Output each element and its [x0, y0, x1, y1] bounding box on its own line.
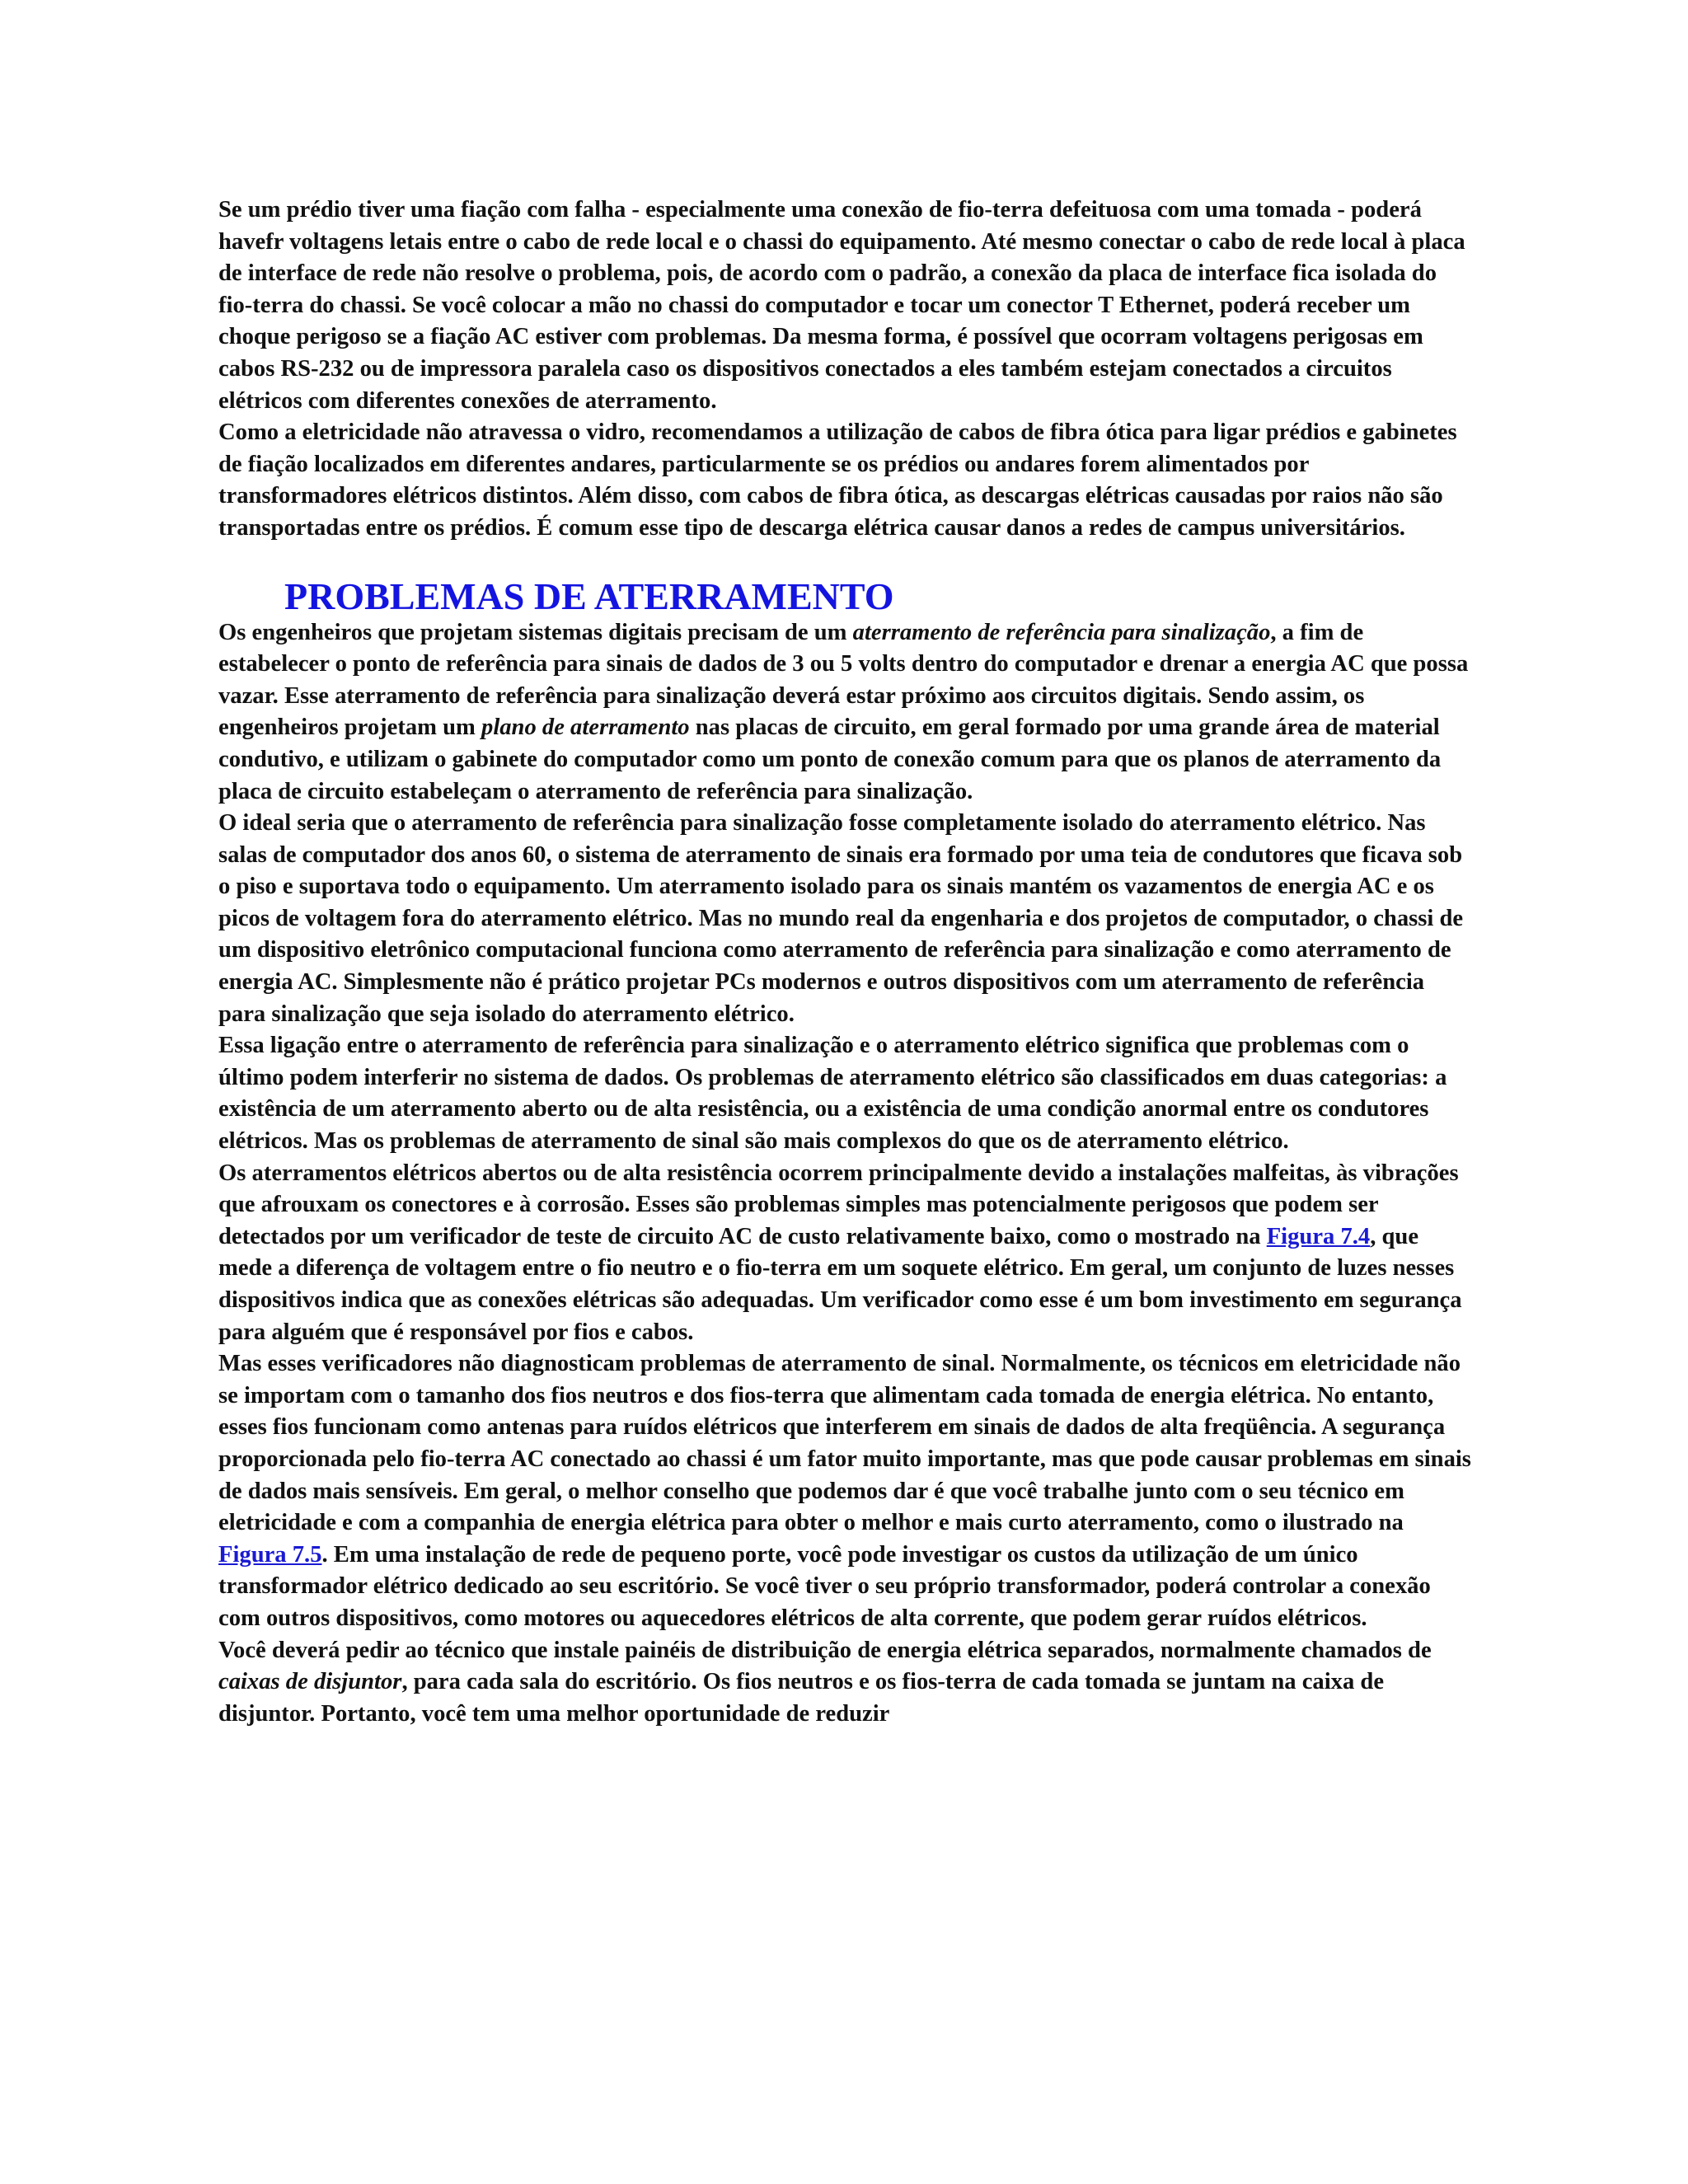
paragraph-ground-problems: Essa ligação entre o aterramento de referência para sinalização e o aterramento elétrico significa que problemas com o último podem interferir no sistema de dados. Os problemas de aterramento elétrico são classificados em duas categorias: a existência de um aterramento aberto ou de alta resistência, ou a existência de uma condição anormal entre os condutores elétricos. Mas os problemas de aterramento de sinal são mais complexos do que os de aterramento elétrico.	[218, 1033, 1447, 1155]
text-run: , para cada sala do escritório. Os fios neutros e os fios-terra de cada tomada se juntam na caixa de disjuntor. Portanto, você tem uma melhor oportunidade de reduzir	[218, 1669, 1385, 1727]
paragraph-signal-ground-diagnosis	[218, 1348, 1471, 1634]
paragraph-building-wiring: Se um prédio tiver uma fiação com falha - especialmente uma conexão de fio-terra defeituosa com uma tomada - poderá havefr voltagens letais entre o cabo de rede local e o chassi do equipamento. Até mesmo conectar o cabo de rede local à placa de interface de rede não resolve o problema, pois, de acordo com o padrão, a conexão da placa de interface fica isolada do fio-terra do chassi. Se você colocar a mão no chassi do computador e tocar um conector T Ethernet, poderá receber um choque perigoso se a fiação AC estiver com problemas. Da mesma forma, é possível que ocorram voltagens perigosas em cabos RS-232 ou de impressora paralela caso os dispositivos conectados a eles também estejam conectados a circuitos elétricos com diferentes conexões de aterramento.	[218, 197, 1465, 414]
figure-7-4-link[interactable]: Figura 7.4	[1266, 1223, 1371, 1249]
paragraph-isolated-ground: O ideal seria que o aterramento de referência para sinalização fosse completamente isolado do aterramento elétrico. Nas salas de computador dos anos 60, o sistema de aterramento de sinais era formado por uma teia de condutores que ficava sob o piso e suportava todo o equipamento. Um aterramento isolado para os sinais mantém os vazamentos de energia AC e os picos de voltagem fora do aterramento elétrico. Mas no mundo real da engenharia e dos projetos de computador, o chassi de um dispositivo eletrônico computacional funciona como aterramento de referência para sinalização e como aterramento de energia AC. Simplesmente não é prático projetar PCs modernos e outros dispositivos com um aterramento de referência para sinalização que seja isolado do aterramento elétrico.	[218, 810, 1464, 1027]
emphasis-term: aterramento de referência para sinalização	[852, 619, 1271, 645]
text-run: Mas esses verificadores não diagnosticam problemas de aterramento de sinal. Normalmente, os técnicos em eletricidade não se importam com o tamanho dos fios neutros e dos fios-terra que alimentam cada tomada de energia elétrica. No entanto, esses fios funcionam como antenas para ruídos elétricos que interferem em sinais de dados de alta freqüência. A segurança proporcionada pelo fio-terra AC conectado ao chassi é um fator muito importante, mas que pode causar problemas em sinais de dados mais sensíveis. Em geral, o melhor conselho que podemos dar é que você trabalhe junto com o seu técnico em eletricidade e com a companhia de energia elétrica para obter o melhor e mais curto aterramento, como o ilustrado na	[218, 1351, 1471, 1536]
section-heading: PROBLEMAS DE ATERRAMENTO	[284, 574, 894, 617]
emphasis-term: caixas de disjuntor	[218, 1669, 402, 1695]
paragraph-open-grounds	[218, 1158, 1471, 1349]
text-run: Os engenheiros que projetam sistemas digitais precisam de um	[218, 619, 853, 645]
document-body	[218, 194, 1471, 1730]
text-run: Você deverá pedir ao técnico que instale painéis de distribuição de energia elétrica separados, normalmente chamados de	[218, 1637, 1432, 1663]
paragraph-fiber-optic: Como a eletricidade não atravessa o vidro, recomendamos a utilização de cabos de fibra ótica para ligar prédios e gabinetes de fiação localizados em diferentes andares, particularmente se os prédios ou andares forem alimentados por transformadores elétricos distintos. Além disso, com cabos de fibra ótica, as descargas elétricas causadas por raios não são transportadas entre os prédios. É comum esse tipo de descarga elétrica causar danos a redes de campus universitários.	[218, 419, 1457, 541]
text-run: nas placas de circuito, em geral formado por uma grande área de material condutivo, e utilizam o gabinete do computador como um ponto de conexão comum para que os planos de aterramento da placa de circuito estabeleçam o aterramento de referência para sinalização.	[218, 715, 1442, 804]
section-spacer	[218, 545, 1471, 576]
text-run: Os aterramentos elétricos abertos ou de alta resistência ocorrem principalmente devido a instalações malfeitas, às vibrações que afrouxam os conectores e à corrosão. Esses são problemas simples mas potencialmente perigosos que podem ser detectados por um verificador de teste de circuito AC de custo relativamente baixo, como o mostrado na	[218, 1160, 1459, 1249]
text-run: . Em uma instalação de rede de pequeno porte, você pode investigar os custos da utilização de um único transformador elétrico dedicado ao seu escritório. Se você tiver o seu próprio transformador, poderá controlar a conexão com outros dispositivos, como motores ou aquecedores elétricos de alta corrente, que podem gerar ruídos elétricos.	[218, 1541, 1431, 1631]
text-run: , a fim de estabelecer o ponto de referência para sinais de dados de 3 ou 5 volts dentro do computador e drenar a energia AC que possa vazar. Esse aterramento de referência para sinalização deverá estar próximo aos circuitos digitais. Sendo assim, os engenheiros projetam um	[218, 619, 1469, 741]
text-run: , que mede a diferença de voltagem entre o fio neutro e o fio-terra em um soquete elétrico. Em geral, um conjunto de luzes nesses dispositivos indica que as conexões elétricas são adequadas. Um verificador como esse é um bom investimento em segurança para alguém que é responsável por fios e cabos.	[218, 1223, 1462, 1345]
emphasis-term: plano de aterramento	[481, 715, 690, 741]
paragraph-breaker-boxes	[218, 1635, 1471, 1731]
figure-7-5-link[interactable]: Figura 7.5	[218, 1541, 322, 1568]
paragraph-signal-reference-ground	[218, 617, 1471, 808]
